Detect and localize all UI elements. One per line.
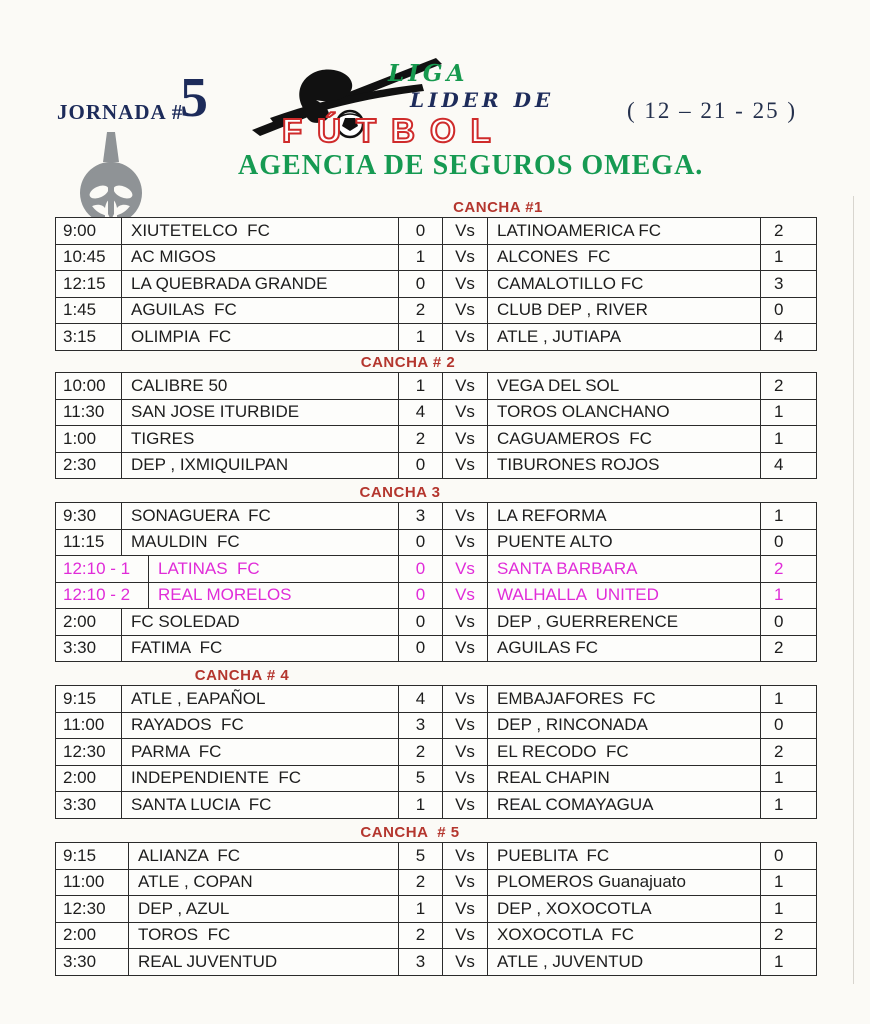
away-team: TIBURONES ROJOS (488, 453, 761, 479)
match-row (56, 503, 816, 530)
home-team: OLIMPIA FC (122, 324, 399, 350)
sponsor-title: AGENCIA DE SEGUROS OMEGA. (238, 150, 704, 181)
away-score: 2 (774, 741, 784, 761)
away-team: DEP , XOXOCOTLA (488, 896, 761, 922)
home-team: SANTA LUCIA FC (122, 792, 399, 818)
vs-label: Vs (443, 949, 488, 975)
home-team: AGUILAS FC (122, 298, 399, 324)
match-time: 10:00 (56, 373, 122, 399)
home-score: 0 (399, 636, 443, 662)
match-table (55, 217, 817, 351)
home-score: 2 (399, 426, 443, 452)
away-team: VEGA DEL SOL (488, 373, 761, 399)
match-row (56, 843, 816, 870)
vs-label: Vs (443, 426, 488, 452)
away-score: 1 (774, 898, 784, 918)
away-score: 0 (774, 300, 784, 320)
away-team: AGUILAS FC (488, 636, 761, 662)
vs-label: Vs (443, 843, 488, 869)
home-team: SAN JOSE ITURBIDE (122, 400, 399, 426)
vs-label: Vs (443, 530, 488, 556)
home-score: 3 (399, 503, 443, 529)
match-time: 2:30 (56, 453, 122, 479)
vs-label: Vs (443, 324, 488, 350)
home-team: RAYADOS FC (122, 713, 399, 739)
away-team: EL RECODO FC (488, 739, 761, 765)
match-time: 3:15 (56, 324, 122, 350)
away-team: ATLE , JUVENTUD (488, 949, 761, 975)
match-row (56, 686, 816, 713)
home-score: 4 (399, 400, 443, 426)
home-score: 5 (399, 843, 443, 869)
away-score: 1 (774, 688, 784, 708)
home-score: 0 (399, 530, 443, 556)
cancha-section-5 (55, 825, 817, 976)
vs-label: Vs (443, 792, 488, 818)
match-row (56, 949, 816, 975)
away-score: 1 (774, 872, 784, 892)
away-score: 0 (774, 845, 784, 865)
match-row (56, 636, 816, 662)
home-team: LA QUEBRADA GRANDE (122, 271, 399, 297)
home-team: DEP , IXMIQUILPAN (122, 453, 399, 479)
home-score: 0 (399, 556, 443, 582)
home-team: FATIMA FC (122, 636, 399, 662)
match-row (56, 896, 816, 923)
vs-label: Vs (443, 713, 488, 739)
home-score: 1 (399, 373, 443, 399)
match-table (55, 502, 817, 662)
away-score: 3 (774, 273, 784, 293)
home-score: 0 (399, 218, 443, 244)
home-score: 0 (399, 453, 443, 479)
home-score: 1 (399, 896, 443, 922)
match-row (56, 453, 816, 479)
away-team: EMBAJAFORES FC (488, 686, 761, 712)
match-time: 3:30 (56, 792, 122, 818)
home-team: REAL MORELOS (149, 583, 399, 609)
home-team: ALIANZA FC (129, 843, 399, 869)
vs-label: Vs (443, 896, 488, 922)
home-team: ATLE , COPAN (129, 870, 399, 896)
vs-label: Vs (443, 503, 488, 529)
away-team: PUENTE ALTO (488, 530, 761, 556)
match-row (56, 530, 816, 557)
away-score: 1 (774, 585, 784, 605)
vs-label: Vs (443, 271, 488, 297)
vs-label: Vs (443, 609, 488, 635)
league-logo (250, 56, 595, 148)
away-team: REAL COMAYAGUA (488, 792, 761, 818)
match-time: 11:15 (56, 530, 122, 556)
home-score: 0 (399, 609, 443, 635)
match-time: 1:45 (56, 298, 122, 324)
vs-label: Vs (443, 556, 488, 582)
vs-label: Vs (443, 245, 488, 271)
match-row (56, 609, 816, 636)
home-team: XIUTETELCO FC (122, 218, 399, 244)
home-score: 2 (399, 923, 443, 949)
away-team: PUEBLITA FC (488, 843, 761, 869)
vs-label: Vs (443, 298, 488, 324)
home-score: 3 (399, 713, 443, 739)
home-team: CALIBRE 50 (122, 373, 399, 399)
home-team: INDEPENDIENTE FC (122, 766, 399, 792)
match-time: 9:15 (56, 686, 122, 712)
cancha-label: CANCHA 3 (359, 484, 441, 501)
match-row (56, 870, 816, 897)
match-time: 3:30 (56, 636, 122, 662)
away-score: 2 (774, 375, 784, 395)
match-time: 1:00 (56, 426, 122, 452)
match-time: 12:30 (56, 896, 129, 922)
home-team: FC SOLEDAD (122, 609, 399, 635)
match-time: 9:30 (56, 503, 122, 529)
scan-edge-line (853, 196, 854, 984)
away-score: 0 (774, 715, 784, 735)
home-score: 3 (399, 949, 443, 975)
match-time: 2:00 (56, 923, 129, 949)
cancha-label: CANCHA # 2 (360, 354, 456, 371)
match-time: 12:15 (56, 271, 122, 297)
match-row (56, 426, 816, 453)
match-table (55, 685, 817, 819)
match-row (56, 923, 816, 950)
home-score: 1 (399, 324, 443, 350)
vs-label: Vs (443, 739, 488, 765)
cancha-label: CANCHA # 4 (194, 667, 290, 684)
home-team: PARMA FC (122, 739, 399, 765)
match-row (56, 400, 816, 427)
vs-label: Vs (443, 766, 488, 792)
match-time: 10:45 (56, 245, 122, 271)
vs-label: Vs (443, 400, 488, 426)
vs-label: Vs (443, 686, 488, 712)
away-team: WALHALLA UNITED (488, 583, 761, 609)
match-row (56, 245, 816, 272)
match-row (56, 218, 816, 245)
jornada-date: ( 12 – 21 - 25 ) (627, 98, 797, 123)
away-team: XOXOCOTLA FC (488, 923, 761, 949)
match-row (56, 556, 816, 583)
match-time: 11:30 (56, 400, 122, 426)
cancha-label: CANCHA # 5 (360, 824, 460, 841)
cancha-label: CANCHA #1 (453, 199, 543, 216)
away-score: 1 (774, 794, 784, 814)
home-team: DEP , AZUL (129, 896, 399, 922)
match-row (56, 713, 816, 740)
cancha-section-3 (55, 485, 817, 662)
vs-label: Vs (443, 373, 488, 399)
match-row (56, 271, 816, 298)
match-row (56, 792, 816, 818)
vs-label: Vs (443, 636, 488, 662)
away-team: TOROS OLANCHANO (488, 400, 761, 426)
away-score: 4 (774, 326, 784, 346)
match-time: 12:30 (56, 739, 122, 765)
away-team: PLOMEROS Guanajuato (488, 870, 761, 896)
match-row (56, 298, 816, 325)
logo-text-lider-de: LIDER DE (410, 88, 555, 112)
home-team: ATLE , EAPAÑOL (122, 686, 399, 712)
match-table (55, 842, 817, 976)
match-row (56, 583, 816, 610)
away-score: 1 (774, 428, 784, 448)
away-team: LATINOAMERICA FC (488, 218, 761, 244)
home-team: AC MIGOS (122, 245, 399, 271)
match-time: 12:10 - 1 (56, 556, 149, 582)
away-score: 2 (774, 638, 784, 658)
home-team: SONAGUERA FC (122, 503, 399, 529)
match-table (55, 372, 817, 479)
away-team: CAGUAMEROS FC (488, 426, 761, 452)
vs-label: Vs (443, 583, 488, 609)
home-score: 2 (399, 739, 443, 765)
home-score: 4 (399, 686, 443, 712)
vs-label: Vs (443, 453, 488, 479)
cancha-section-4 (55, 668, 817, 819)
match-time: 9:15 (56, 843, 129, 869)
match-row (56, 739, 816, 766)
match-time: 11:00 (56, 713, 122, 739)
vs-label: Vs (443, 870, 488, 896)
home-team: MAULDIN FC (122, 530, 399, 556)
match-time: 12:10 - 2 (56, 583, 149, 609)
away-score: 1 (774, 247, 784, 267)
away-team: ATLE , JUTIAPA (488, 324, 761, 350)
home-team: TOROS FC (129, 923, 399, 949)
away-score: 2 (774, 558, 784, 578)
away-team: REAL CHAPIN (488, 766, 761, 792)
home-score: 0 (399, 583, 443, 609)
match-row (56, 324, 816, 350)
away-score: 1 (774, 768, 784, 788)
away-score: 2 (774, 220, 784, 240)
match-time: 9:00 (56, 218, 122, 244)
match-time: 2:00 (56, 609, 122, 635)
away-score: 0 (774, 532, 784, 552)
vs-label: Vs (443, 218, 488, 244)
cancha-section-1 (55, 200, 817, 351)
home-score: 2 (399, 870, 443, 896)
vs-label: Vs (443, 923, 488, 949)
away-score: 4 (774, 455, 784, 475)
away-team: CAMALOTILLO FC (488, 271, 761, 297)
jornada-label: JORNADA # (57, 100, 184, 124)
away-score: 2 (774, 925, 784, 945)
match-time: 3:30 (56, 949, 129, 975)
away-team: DEP , RINCONADA (488, 713, 761, 739)
match-time: 11:00 (56, 870, 129, 896)
home-score: 5 (399, 766, 443, 792)
away-team: SANTA BARBARA (488, 556, 761, 582)
logo-text-liga: LIGA (388, 60, 469, 87)
logo-text-futbol: FÚTBOL (282, 112, 506, 149)
match-time: 2:00 (56, 766, 122, 792)
home-score: 1 (399, 245, 443, 271)
home-score: 0 (399, 271, 443, 297)
away-team: LA REFORMA (488, 503, 761, 529)
home-score: 2 (399, 298, 443, 324)
away-team: DEP , GUERRERENCE (488, 609, 761, 635)
away-score: 1 (774, 505, 784, 525)
match-row (56, 766, 816, 793)
away-score: 1 (774, 402, 784, 422)
home-team: TIGRES (122, 426, 399, 452)
away-team: ALCONES FC (488, 245, 761, 271)
away-score: 0 (774, 611, 784, 631)
away-team: CLUB DEP , RIVER (488, 298, 761, 324)
home-team: LATINAS FC (149, 556, 399, 582)
jornada-number: 5 (180, 67, 208, 129)
away-score: 1 (774, 951, 784, 971)
match-row (56, 373, 816, 400)
home-score: 1 (399, 792, 443, 818)
home-team: REAL JUVENTUD (129, 949, 399, 975)
cancha-section-2 (55, 355, 817, 479)
